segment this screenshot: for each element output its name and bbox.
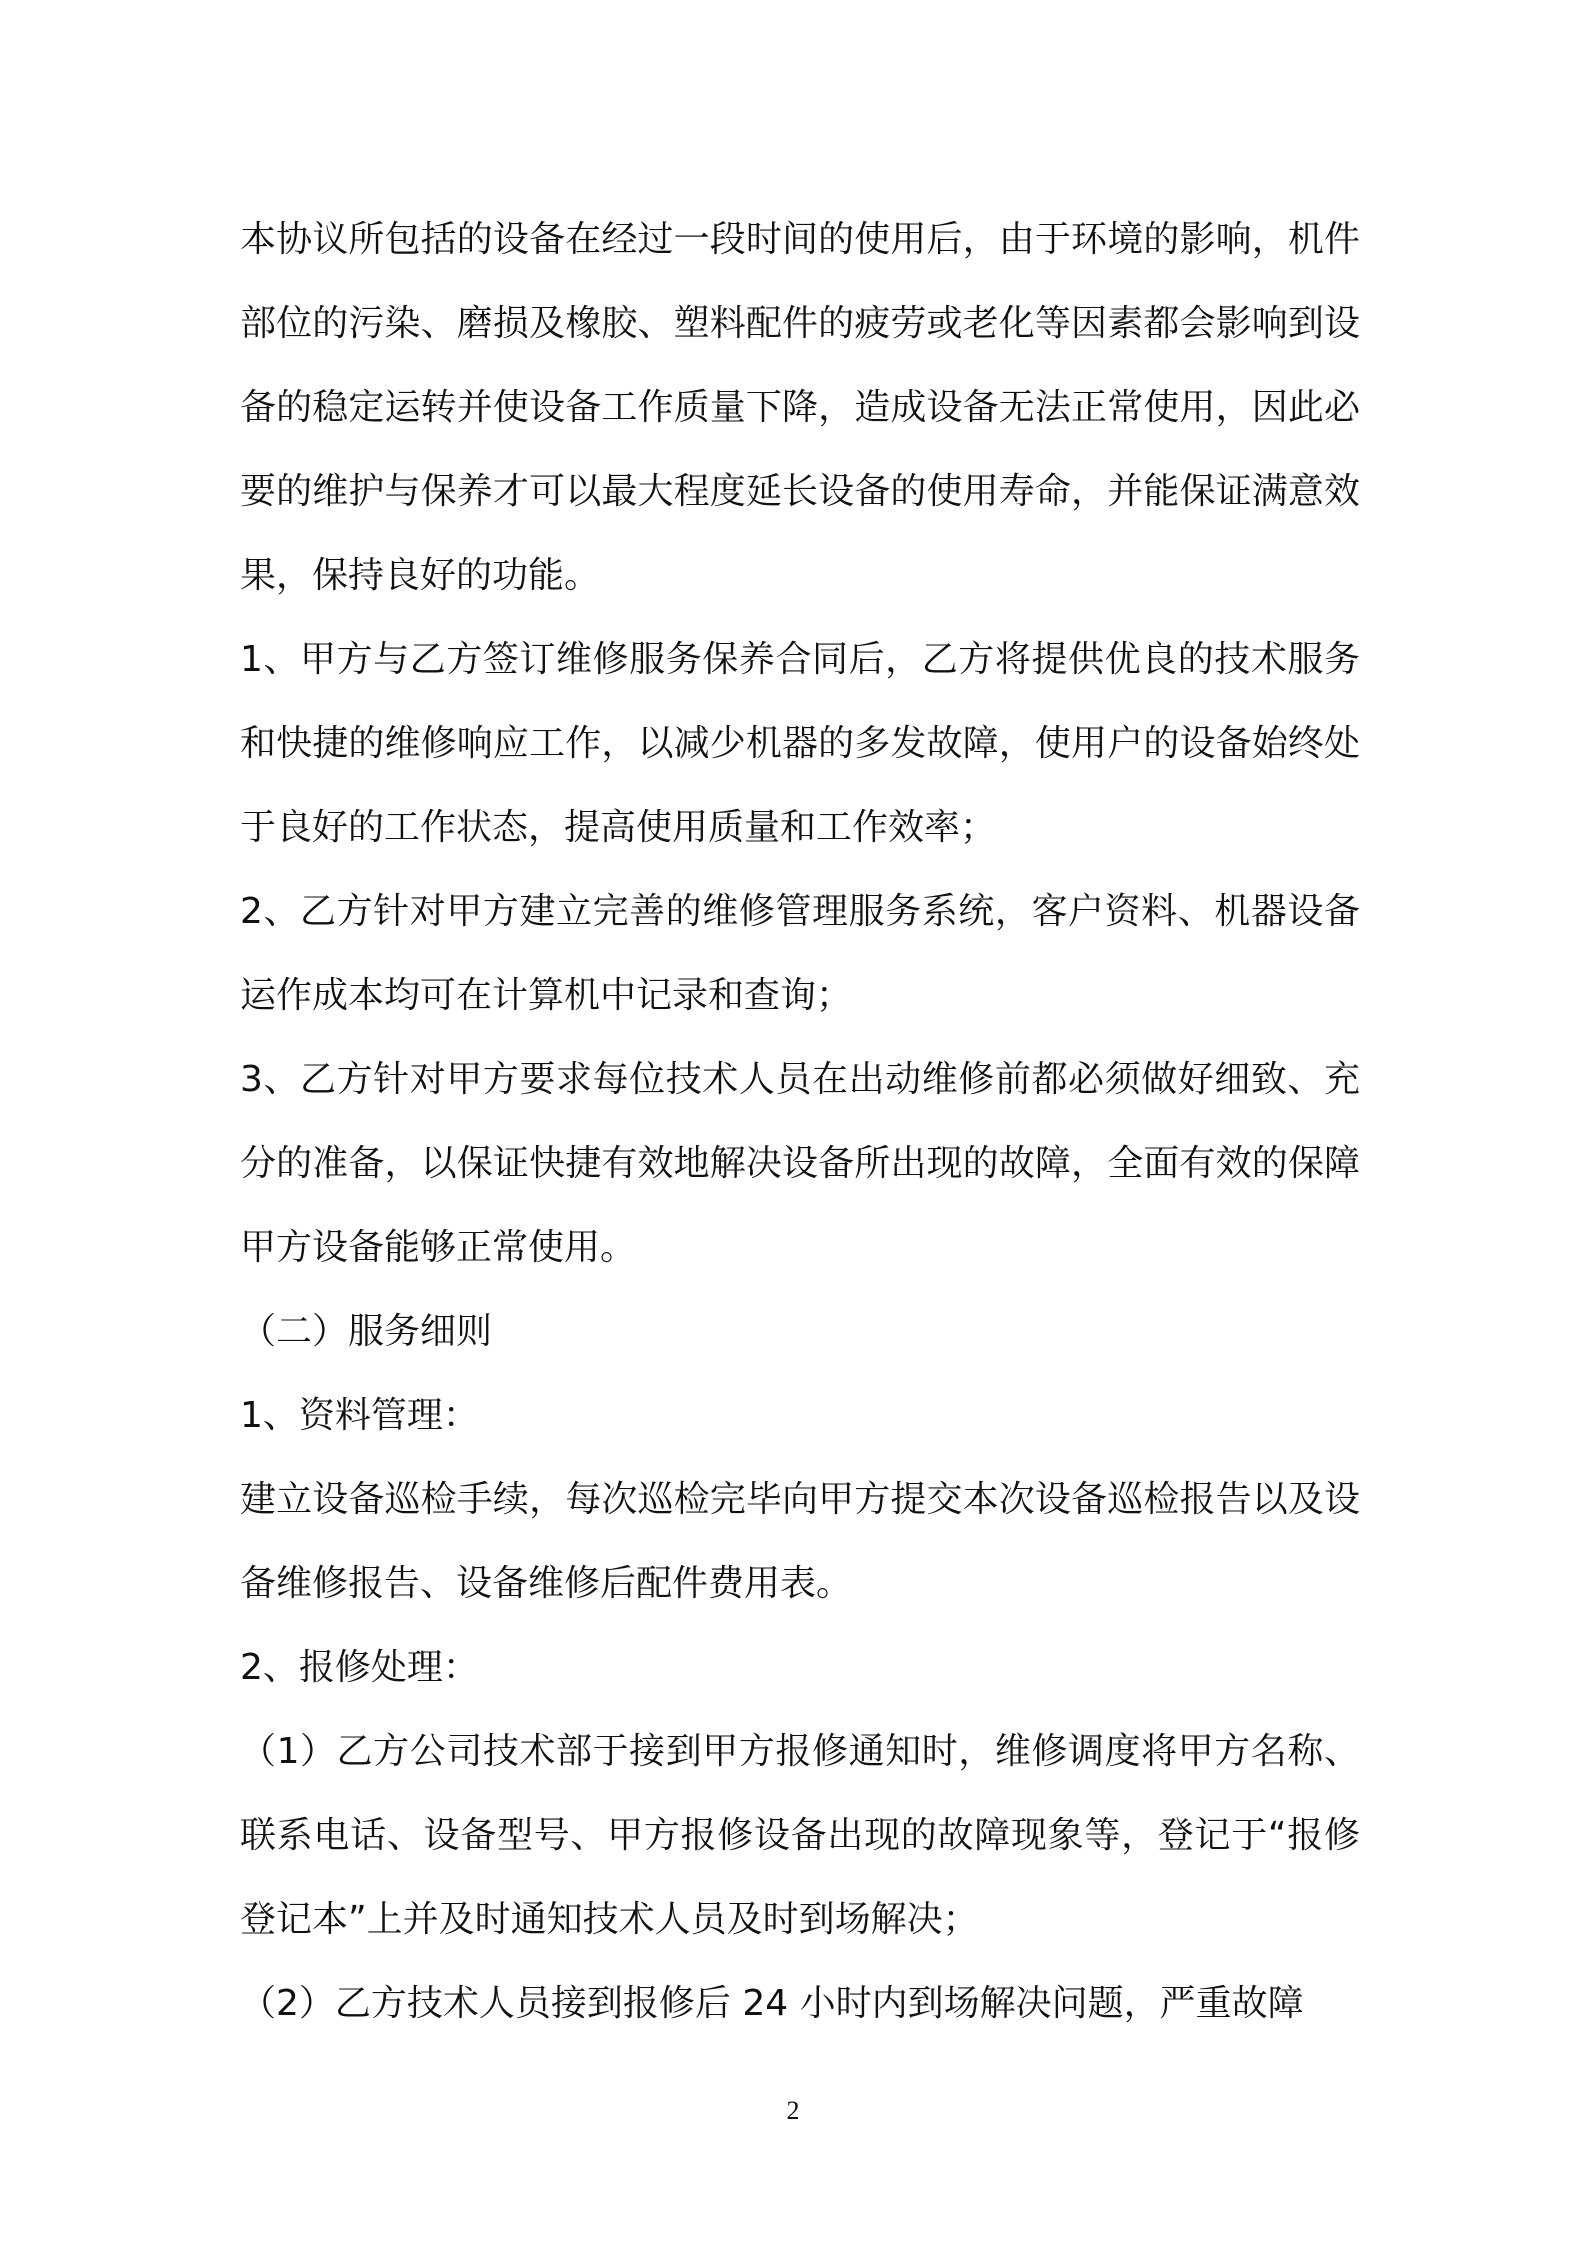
page-number: 2 xyxy=(786,2096,800,2125)
paragraph-item-1: 1、甲方与乙方签订维修服务保养合同后，乙方将提供优良的技术服务和快捷的维修响应工作，以减少机器的多发故障，使用户的设备始终处于良好的工作状态，提高使用质量和工作效率； xyxy=(240,639,1360,848)
paragraph-repair-step-2: （2）乙方技术人员接到报修后 24 小时内到场解决问题，严重故障 xyxy=(240,1983,1304,2024)
paragraph-intro: 本协议所包括的设备在经过一段时间的使用后，由于环境的影响，机件部位的污染、磨损及橡胶、塑料配件的疲劳或老化等因素都会影响到设备的稳定运转并使设备工作质量下降，造成设备无法正常使用，因此必要的维护与保养才可以最大程度延长设备的使用寿命，并能保证满意效果，保持良好的功能。 xyxy=(240,219,1360,596)
document-body xyxy=(240,198,1360,2046)
subheading-data-management: 1、资料管理： xyxy=(240,1395,479,1436)
section-heading-service-details: （二）服务细则 xyxy=(240,1311,493,1352)
subheading-repair-handling: 2、报修处理： xyxy=(240,1647,479,1688)
paragraph-repair-step-1: （1）乙方公司技术部于接到甲方报修通知时，维修调度将甲方名称、联系电话、设备型号、甲方报修设备出现的故障现象等，登记于“报修登记本”上并及时通知技术人员及时到场解决； xyxy=(240,1731,1360,1940)
paragraph-item-3: 3、乙方针对甲方要求每位技术人员在出动维修前都必须做好细致、充分的准备，以保证快捷有效地解决设备所出现的故障，全面有效的保障甲方设备能够正常使用。 xyxy=(240,1059,1360,1268)
paragraph-item-2: 2、乙方针对甲方建立完善的维修管理服务系统，客户资料、机器设备运作成本均可在计算机中记录和查询； xyxy=(240,891,1360,1016)
paragraph-data-management: 建立设备巡检手续，每次巡检完毕向甲方提交本次设备巡检报告以及设备维修报告、设备维修后配件费用表。 xyxy=(240,1479,1360,1604)
